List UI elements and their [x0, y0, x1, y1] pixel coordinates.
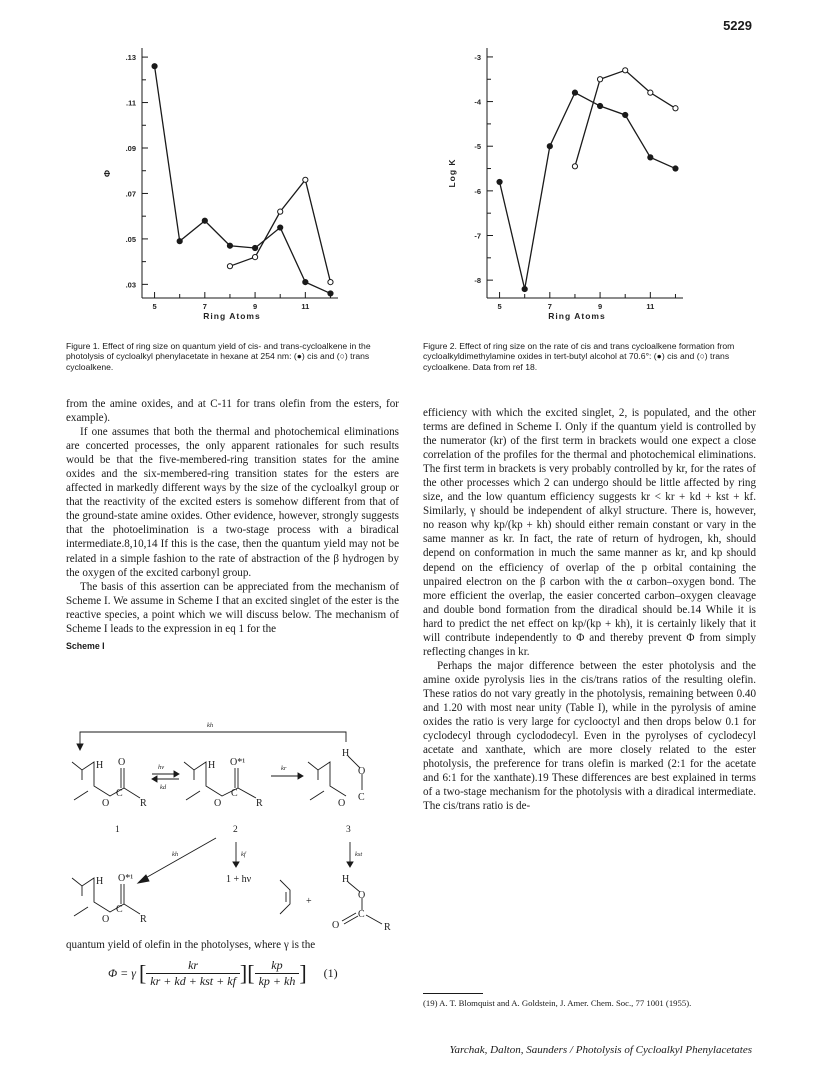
fig2-data-point — [648, 90, 653, 95]
fig1-data-point — [252, 254, 257, 259]
left-paragraph-2: If one assumes that both the thermal and photochemical eliminations are concerted processes, the only apparent rationales for such results would be that the five-membered-ring transition states for the amine oxides and the six-membered-ring transition states for the esters are affected in markedly different ways by the size of the cycloalkyl group or that the reactivity of the excited esters is somehow different from that of the ground-state amine oxides. Other evidence, however, strongly suggests that the photoelimination is a two-stage process with a biradical intermediate.8,10,14 If this is the case, then the quantum yield may not be related in a simple fashion to the rate of abstraction of the β hydrogen by the oxygen of the excited carbonyl group. — [66, 426, 399, 579]
fig1-data-point — [278, 225, 283, 230]
scheme-c2-o-star: O*¹ — [230, 757, 246, 768]
scheme-equilibrium-arrows — [152, 771, 179, 782]
equation-fraction-2 — [255, 958, 300, 989]
fig1-data-point — [227, 264, 232, 269]
scheme-c4-o-star: O*¹ — [118, 873, 134, 884]
scheme-acid-h: H — [342, 874, 350, 885]
scheme-plus-sign: + — [306, 896, 312, 907]
fig1-x-tick-label: 9 — [252, 302, 258, 311]
fig2-data-point — [572, 164, 577, 169]
fig2-data-point — [597, 77, 602, 82]
fig1-x-tick-label: 11 — [301, 302, 310, 311]
scheme-compound-2-number: 2 — [233, 825, 238, 835]
fig2-series-trans — [572, 68, 678, 169]
fig2-x-axis-title: Ring Atoms — [548, 311, 606, 321]
figure-1-chart — [100, 36, 360, 336]
figure-1-caption — [66, 341, 396, 372]
fig1-y-tick-label: .05 — [125, 234, 136, 244]
fig1-x-tick-label: 5 — [152, 302, 157, 311]
scheme-label-hv: hν — [158, 764, 165, 771]
scheme-c4-c: C — [116, 904, 123, 915]
scheme-acid-c: C — [358, 909, 365, 920]
scheme-compound-3 — [308, 756, 362, 800]
fig2-data-point — [597, 103, 602, 108]
scheme-compound-1-number: 1 — [115, 825, 120, 835]
figure-2-caption-text: Figure 2. Effect of ring size on the rate of cis and trans cycloalkene formation from cycloalkyldimethylamine oxides in tert-butyl alcohol at 70.6°: (●) cis and (○) trans cycloalkene. Data from ref 18. — [423, 341, 735, 372]
fig1-x-tick-label: 7 — [202, 302, 207, 311]
scheme-kf-arrow — [233, 842, 239, 867]
fig1-axes — [142, 48, 338, 298]
fig1-data-point — [177, 239, 182, 244]
scheme-c3-h: H — [342, 748, 350, 759]
scheme-return-arrow — [77, 732, 346, 750]
scheme-label-kst: kst — [355, 851, 363, 858]
fig1-y-tick-label: .13 — [125, 53, 136, 63]
fig2-data-point — [623, 68, 628, 73]
equation-frac2-numerator: kp — [271, 958, 283, 972]
left-paragraph-after-scheme: quantum yield of olefin in the photolyses, where γ is the — [66, 939, 316, 951]
scheme-c1-c: C — [116, 788, 123, 799]
equation-frac1-denominator: kr + kd + kst + kf — [146, 973, 240, 989]
fig2-x-tick-label: 11 — [646, 302, 655, 311]
fig1-y-tick-label: .11 — [125, 98, 136, 108]
scheme-title: Scheme I — [66, 640, 105, 651]
fig1-data-point — [278, 209, 283, 214]
fig1-data-point — [252, 245, 257, 250]
left-column — [66, 397, 399, 653]
scheme-c1-h: H — [96, 760, 104, 771]
scheme-c3-c: C — [358, 792, 365, 803]
fig1-data-point — [303, 177, 308, 182]
scheme-c2-c: C — [231, 788, 238, 799]
footnote-19 — [423, 998, 756, 1009]
fig1-data-point — [328, 291, 333, 296]
scheme-c1-o-ring: O — [102, 798, 110, 809]
fig1-data-point — [152, 64, 157, 69]
fig1-data-point — [328, 279, 333, 284]
equation-fraction-1 — [146, 958, 240, 989]
footnote-19-text: (19) A. T. Blomquist and A. Goldstein, J. Amer. Chem. Soc., 77 1001 (1955). — [423, 998, 692, 1008]
left-paragraph-1: from the amine oxides, and at C-11 for trans olefin from the esters, for example). — [66, 398, 399, 425]
fig2-data-point — [522, 286, 527, 291]
equation-1: Φ = γ [ $\frac{kr}{\text{kr + kd + kst + kf}}$ ][ $\frac{kp}{kp + kh}$ ] (1) — [108, 958, 338, 988]
fig2-data-point — [648, 155, 653, 160]
right-paragraph-2: Perhaps the major difference between the ester photolysis and the amine oxide pyrolysis lies in the cis/trans ratios of the resulting olefin. These ratios do not vary greatly in the photolysis, remaining between 0.40 and 1.20 with most near unity (Table I), while in the pyrolysis of amine oxides the ratio is very large for cyclooctyl and then drops below 0.1 for cyclodecyl through cyclododecyl. Even in the pyrolyses of cyclodecyl acetate and xanthate, which are more closely related to the ester photolysis, the preference for trans olefin is marked (2:1 for the acetate and 6:1 for the xanthate).19 These differences are best explained in terms of a two-stage mechanism for the photolysis with a diradical intermediate. The cis/trans ratio is de- — [423, 659, 756, 813]
fig2-y-axis-title: Log K — [447, 158, 457, 188]
fig1-y-tick-label: .09 — [125, 144, 136, 153]
fig1-series-line — [230, 180, 331, 282]
fig2-y-tick-label: -6 — [474, 186, 481, 196]
equation-frac2-denominator: kp + kh — [255, 973, 300, 989]
scheme-label-kh-diagonal: kh — [172, 851, 179, 858]
fig2-data-point — [623, 112, 628, 117]
scheme-label-kh-top: kh — [207, 722, 214, 729]
fig1-series-trans — [227, 177, 333, 284]
scheme-acid-o: O — [358, 890, 366, 901]
fig1-x-axis-title: Ring Atoms — [203, 311, 261, 321]
scheme-label-kr: kr — [281, 765, 287, 772]
fig2-y-tick-label: -3 — [474, 52, 481, 62]
scheme-c4-r: R — [140, 914, 147, 925]
scheme-c3-o-ring: O — [338, 798, 346, 809]
scheme-compound-3-number: 3 — [346, 825, 351, 835]
scheme-c1-o-top: O — [118, 757, 126, 768]
scheme-compound-1 — [72, 762, 140, 800]
fig2-axes — [487, 48, 683, 298]
scheme-kr-arrow — [271, 773, 303, 779]
fig2-y-tick-label: -4 — [474, 97, 481, 107]
fig2-y-tick-label: -5 — [474, 142, 481, 152]
scheme-label-kf: kf — [241, 851, 246, 858]
fig2-series-cis — [497, 90, 678, 292]
fig1-data-point — [303, 279, 308, 284]
scheme-c1-r: R — [140, 798, 147, 809]
fig2-data-point — [497, 179, 502, 184]
fig1-y-axis-title: Φ — [102, 169, 112, 177]
scheme-c2-h: H — [208, 760, 216, 771]
right-paragraph-1: efficiency with which the excited singlet, 2, is populated, and the other terms are defined in Scheme I. Only if the quantum yield is controlled by the numerator (kr) of the first term in brackets would one expect a close correlation of the profiles for the thermal and photochemical eliminations. The first term in brackets is very probably controlled by kr, for the rates of the other processes which 2 can undergo should be little affected by ring size, and the low quantum efficiency suggests kr < kr + kd + kst + kf. Similarly, γ should be independent of alkyl structure. There is, however, no reason why kp/(kp + kh) should either remain constant or vary in the same manner as kr. In fact, the rate of return of hydrogen, kh, should depend on conformation in much the same manner as kr, and kp should depend on the efficiency of overlap of the p orbital containing the unpaired electron on the β carbon with the α carbon–oxygen bond. The more efficient the overlap, the easier concerted carbon–oxygen cleavage and double bond formation from the diradical should be.14 While it is hard to predict the net effect on kp/(kp + kh), it is certainly likely that it will contribute independently to Φ and thereby prevent Φ from simply reflecting changes in kr. — [423, 407, 756, 658]
scheme-acid-o-double: O — [332, 920, 340, 931]
running-footer: Yarchak, Dalton, Saunders / Photolysis of Cycloalkyl Phenylacetates — [449, 1044, 752, 1056]
fig2-y-tick-label: -7 — [474, 231, 481, 241]
scheme-c2-o-ring: O — [214, 798, 222, 809]
scheme-c4-o-ring: O — [102, 914, 110, 925]
right-column — [423, 406, 756, 813]
equation-number: (1) — [323, 966, 338, 980]
left-column-after-scheme — [66, 938, 399, 952]
fig2-y-tick-label: -8 — [474, 276, 481, 286]
fig2-data-point — [547, 144, 552, 149]
fig1-y-tick-label: .03 — [125, 280, 136, 290]
equation-lhs: Φ = γ — [108, 966, 136, 980]
figure-2-caption — [423, 341, 753, 372]
scheme-label-1-plus-hv: 1 + hν — [226, 874, 252, 885]
footnote-rule — [423, 993, 483, 994]
scheme-c4-h: H — [96, 876, 104, 887]
scheme-cycloalkene-product — [280, 880, 290, 914]
scheme-1-diagram — [66, 714, 401, 934]
left-paragraph-3: The basis of this assertion can be appreciated from the mechanism of Scheme I. We assume in Scheme I that an excited singlet of the ester is the reactive species, a point which we will discuss below. The mechanism of Scheme I leads to the expression in eq 1 for the — [66, 580, 399, 635]
scheme-kh-diagonal-arrow — [138, 838, 216, 883]
fig2-data-point — [673, 166, 678, 171]
fig1-data-point — [202, 218, 207, 223]
fig1-y-tick-label: .07 — [125, 189, 136, 199]
scheme-c2-r: R — [256, 798, 263, 809]
scheme-label-kd: kd — [160, 784, 167, 791]
figure-1-caption-text: Figure 1. Effect of ring size on quantum yield of cis- and trans-cycloalkene in the photolysis of cycloalkyl phenylacetate in hexane at 254 nm: (●) cis and (○) trans cycloalkene. — [66, 341, 371, 372]
fig2-data-point — [673, 106, 678, 111]
fig1-data-point — [227, 243, 232, 248]
fig2-data-point — [572, 90, 577, 95]
scheme-c3-o-top: O — [358, 766, 366, 777]
scheme-acid-r: R — [384, 922, 391, 933]
figure-2-chart — [445, 36, 705, 336]
fig2-x-tick-label: 9 — [597, 302, 603, 311]
page-number: 5229 — [723, 18, 752, 33]
fig2-x-tick-label: 7 — [547, 302, 552, 311]
fig2-series-line — [575, 70, 676, 166]
scheme-kst-arrow — [347, 842, 353, 867]
equation-frac1-numerator: kr — [188, 958, 199, 972]
fig2-x-tick-label: 5 — [497, 302, 502, 311]
